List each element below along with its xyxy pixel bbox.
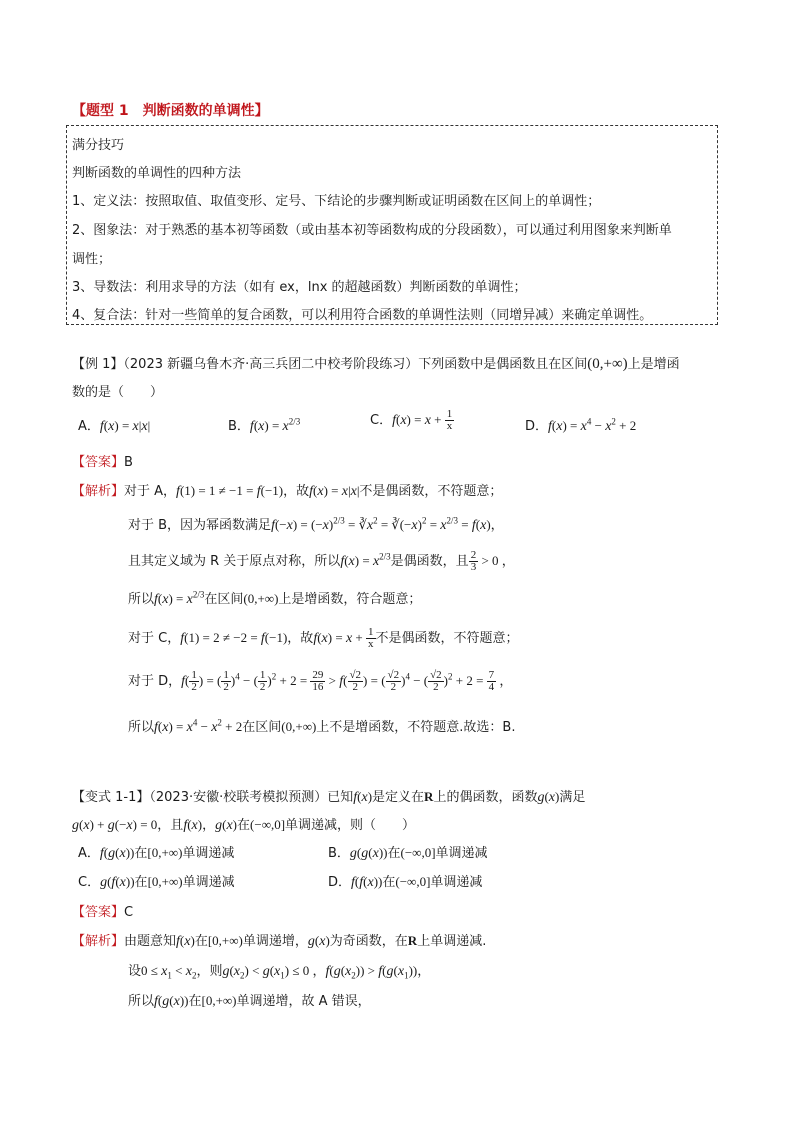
variant-option-d: D．f(f(x))在(−∞,0]单调递减 [328,874,483,890]
variant-1-answer: 【答案】C [72,905,134,920]
variant-option-b: B．g(g(x))在(−∞,0]单调递减 [328,845,488,861]
tips-heading: 满分技巧 [72,138,125,153]
variant-1-line2: g(x) + g(−x) = 0，且f(x)，g(x)在(−∞,0]单调递减，则（ ） [72,817,416,833]
example-1-question [72,353,680,373]
analysis-line-6: 对于 D，f( $\frac{1}{2}$ ) = ( $\frac{1}{2}$ )$^4$ − ( $\frac{1}{2}$ )$^2$ + 2 = $\frac{29}{16}$ > f( $\frac{√2}{2}$ ) = ( $\frac{√2}{2}$ )$^4$ − ( $\frac{√2}{2}$ )$^2$ + 2 = $\frac{7}{4}$ ， [128,669,513,693]
option-b: B．$f(x) = x^{2/3}$ [228,416,301,434]
tips-item-3: 3、导数法：利用求导的方法（如有 ex，lnx 的超越函数）判断函数的单调性； [72,280,527,295]
analysis-line-5: 对于 C，f(1) = 2 ≠ −2 = f(−1)，故f(x) = x + $\frac{1}{x}$ 不是偶函数，不符题意； [128,626,519,650]
analysis-line-2: 对于 B，因为幂函数满足$f(-x) = (-x)^{2/3}$ = $∛x^2$ = $∛(-x)^2 = x^{2/3} = f(x)$， [128,515,504,533]
variant-option-a: A．f(g(x))在[0,+∞)单调递减 [78,845,235,861]
example-tail: 上是增函 [627,357,680,372]
section-title: 【题型 1 判断函数的单调性】 [72,103,269,119]
variant-1-question: 【变式 1-1】（2023·安徽·校联考模拟预测）已知f(x)是定义在R上的偶函数，函数g(x)满足 [72,789,586,805]
option-d: D．$f(x) = x^4 - x^2 + 2$ [525,416,637,434]
analysis-line-1: 【解析】对于 A，f(1) = 1 ≠ −1 = f(−1)，故f(x) = x|x|不是偶函数，不符题意； [72,483,503,499]
variant-option-c: C．g(f(x))在[0,+∞)单调递减 [78,874,235,890]
example-1-line2: 数的是（ ） [72,385,164,400]
option-a: A．f(x) = x|x| [78,418,151,434]
example-1-answer: 【答案】B [72,455,133,470]
analysis-line-4: 所以$f(x) = x^{2/3}$在区间(0,+∞)上是增函数，符合题意； [128,589,422,607]
tips-item-4: 4、复合法：针对一些简单的复合函数，可以利用符合函数的单调性法则（同增异减）来确定单调性。 [72,308,653,323]
interval: (0,+∞) [587,356,628,372]
tips-item-1: 1、定义法：按照取值、取值变形、定号、下结论的步骤判断或证明函数在区间上的单调性； [72,194,601,209]
variant-analysis-line-3: 所以f(g(x))在[0,+∞)单调递增，故 A 错误， [128,993,371,1009]
tips-subheading: 判断函数的单调性的四种方法 [72,166,242,181]
example-source: （2023 新疆乌鲁木齐·高三兵团二中校考阶段练习）下列函数中是偶函数且在区间 [123,357,588,372]
tips-item-2-cont: 调性； [72,252,112,267]
example-label: 【例 1】 [72,357,124,372]
variant-analysis-line-2: 设$0 \le x_1 < x_2$，则$g(x_2) < g(x_1) \le 0$ ，$f(g(x_2)) > f(g(x_1))$， [128,963,431,981]
option-c: C．f(x) = x + $\frac{1}{x}$ [370,408,453,432]
analysis-line-3: 且其定义域为 R 关于原点对称，所以$f(x) = x^{2/3}$是偶函数，且 $\frac{2}{3}$ > 0 ， [128,549,515,573]
tips-item-2: 2、图象法：对于熟悉的基本初等函数（或由基本初等函数构成的分段函数），可以通过利用图象来判断单 [72,223,672,238]
variant-analysis-line-1: 【解析】由题意知f(x)在[0,+∞)单调递增，g(x)为奇函数，在R上单调递减. [72,933,487,949]
analysis-line-7: 所以$f(x) = x^4 - x^2 + 2$在区间(0,+∞)上不是增函数，不符题意.故选：B. [128,717,516,735]
